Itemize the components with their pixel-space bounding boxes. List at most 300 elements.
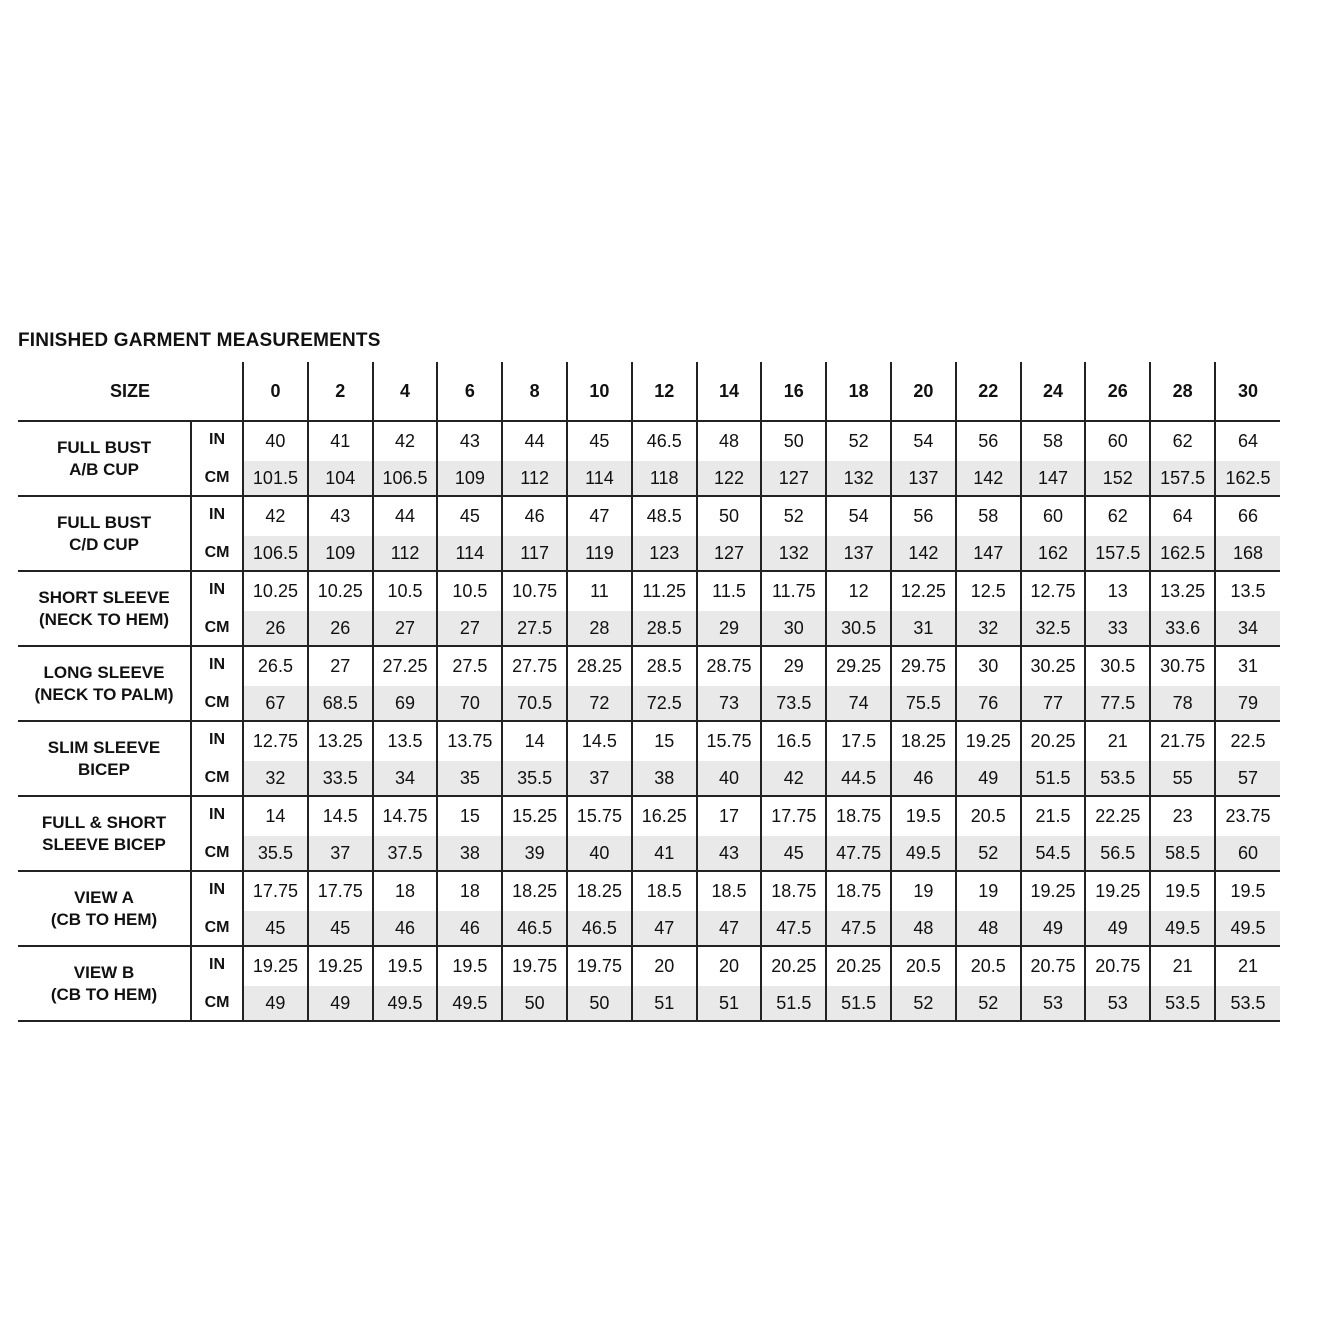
value-cell-in: 58	[1021, 421, 1086, 461]
value-cell-in: 12.25	[891, 571, 956, 611]
value-cell-cm: 37	[567, 761, 632, 796]
value-cell-in: 22.25	[1085, 796, 1150, 836]
value-cell-in: 42	[243, 496, 308, 536]
value-cell-in: 47	[567, 496, 632, 536]
value-cell-cm: 38	[437, 836, 502, 871]
unit-cm-label: CM	[191, 911, 243, 946]
value-cell-in: 20	[632, 946, 697, 986]
value-cell-cm: 34	[1215, 611, 1280, 646]
measurement-label	[18, 946, 191, 1021]
value-cell-cm: 75.5	[891, 686, 956, 721]
value-cell-cm: 33.6	[1150, 611, 1215, 646]
value-cell-in: 12.5	[956, 571, 1021, 611]
value-cell-cm: 147	[956, 536, 1021, 571]
measurement-row-in	[18, 871, 1280, 911]
value-cell-in: 19.25	[243, 946, 308, 986]
value-cell-cm: 57	[1215, 761, 1280, 796]
value-cell-cm: 47.5	[761, 911, 826, 946]
value-cell-in: 13.25	[1150, 571, 1215, 611]
value-cell-cm: 51.5	[761, 986, 826, 1021]
value-cell-in: 10.25	[308, 571, 373, 611]
value-cell-cm: 73	[697, 686, 762, 721]
value-cell-cm: 162.5	[1150, 536, 1215, 571]
value-cell-cm: 73.5	[761, 686, 826, 721]
value-cell-cm: 54.5	[1021, 836, 1086, 871]
value-cell-in: 15.25	[502, 796, 567, 836]
value-cell-cm: 60	[1215, 836, 1280, 871]
value-cell-in: 20	[697, 946, 762, 986]
value-cell-cm: 51	[632, 986, 697, 1021]
value-cell-in: 27.25	[373, 646, 438, 686]
measurement-label-line: A/B CUP	[69, 459, 139, 479]
value-cell-in: 18.25	[502, 871, 567, 911]
value-cell-cm: 46	[373, 911, 438, 946]
measurement-row-cm	[18, 536, 1280, 571]
value-cell-in: 62	[1150, 421, 1215, 461]
value-cell-in: 22.5	[1215, 721, 1280, 761]
value-cell-in: 21	[1215, 946, 1280, 986]
value-cell-in: 13.5	[1215, 571, 1280, 611]
value-cell-cm: 162	[1021, 536, 1086, 571]
value-cell-cm: 127	[697, 536, 762, 571]
value-cell-cm: 29	[697, 611, 762, 646]
unit-in-label: IN	[191, 871, 243, 911]
value-cell-in: 11	[567, 571, 632, 611]
value-cell-in: 15.75	[567, 796, 632, 836]
value-cell-in: 16.25	[632, 796, 697, 836]
value-cell-cm: 44.5	[826, 761, 891, 796]
measurement-label	[18, 421, 191, 496]
value-cell-cm: 47.75	[826, 836, 891, 871]
value-cell-cm: 109	[308, 536, 373, 571]
value-cell-in: 13.25	[308, 721, 373, 761]
value-cell-cm: 117	[502, 536, 567, 571]
value-cell-cm: 51	[697, 986, 762, 1021]
value-cell-cm: 30	[761, 611, 826, 646]
value-cell-in: 45	[437, 496, 502, 536]
value-cell-cm: 27	[373, 611, 438, 646]
value-cell-cm: 28	[567, 611, 632, 646]
value-cell-in: 46	[502, 496, 567, 536]
value-cell-cm: 33.5	[308, 761, 373, 796]
value-cell-cm: 109	[437, 461, 502, 496]
value-cell-cm: 48	[956, 911, 1021, 946]
value-cell-cm: 37.5	[373, 836, 438, 871]
value-cell-cm: 49.5	[891, 836, 956, 871]
value-cell-cm: 101.5	[243, 461, 308, 496]
size-header-cell: 30	[1215, 362, 1280, 421]
value-cell-in: 12.75	[1021, 571, 1086, 611]
value-cell-in: 12	[826, 571, 891, 611]
value-cell-cm: 35.5	[243, 836, 308, 871]
measurement-row-cm	[18, 761, 1280, 796]
value-cell-cm: 43	[697, 836, 762, 871]
measurement-row-cm	[18, 461, 1280, 496]
unit-cm-label: CM	[191, 761, 243, 796]
value-cell-in: 19.5	[891, 796, 956, 836]
value-cell-in: 19.75	[567, 946, 632, 986]
value-cell-cm: 162.5	[1215, 461, 1280, 496]
measurement-row-in	[18, 646, 1280, 686]
value-cell-in: 11.75	[761, 571, 826, 611]
value-cell-in: 26.5	[243, 646, 308, 686]
header-row	[18, 362, 1280, 421]
measurement-label-line: BICEP	[78, 759, 130, 779]
value-cell-in: 29.75	[891, 646, 956, 686]
value-cell-in: 15	[632, 721, 697, 761]
measurement-row-in	[18, 496, 1280, 536]
value-cell-cm: 68.5	[308, 686, 373, 721]
unit-in-label: IN	[191, 421, 243, 461]
value-cell-cm: 72.5	[632, 686, 697, 721]
value-cell-cm: 30.5	[826, 611, 891, 646]
unit-cm-label: CM	[191, 836, 243, 871]
value-cell-cm: 40	[567, 836, 632, 871]
value-cell-in: 64	[1215, 421, 1280, 461]
value-cell-cm: 35.5	[502, 761, 567, 796]
value-cell-in: 28.75	[697, 646, 762, 686]
value-cell-in: 14.5	[567, 721, 632, 761]
size-header-cell: 8	[502, 362, 567, 421]
measurement-row-in	[18, 946, 1280, 986]
size-header-cell: 16	[761, 362, 826, 421]
measurement-row-cm	[18, 611, 1280, 646]
value-cell-cm: 51.5	[826, 986, 891, 1021]
value-cell-cm: 49.5	[437, 986, 502, 1021]
value-cell-in: 18.25	[891, 721, 956, 761]
size-header-cell: 6	[437, 362, 502, 421]
measurement-label-line: (CB TO HEM)	[50, 984, 158, 1004]
unit-in-label: IN	[191, 946, 243, 986]
value-cell-cm: 142	[891, 536, 956, 571]
value-cell-cm: 51.5	[1021, 761, 1086, 796]
value-cell-in: 19.25	[308, 946, 373, 986]
measurement-label-line: SLIM SLEEVE	[47, 737, 161, 757]
value-cell-cm: 58.5	[1150, 836, 1215, 871]
value-cell-cm: 49.5	[1215, 911, 1280, 946]
value-cell-in: 13.5	[373, 721, 438, 761]
page-title: FINISHED GARMENT MEASUREMENTS	[18, 330, 381, 351]
measurement-row-in	[18, 421, 1280, 461]
value-cell-in: 10.5	[373, 571, 438, 611]
value-cell-in: 23.75	[1215, 796, 1280, 836]
value-cell-cm: 77	[1021, 686, 1086, 721]
value-cell-cm: 31	[891, 611, 956, 646]
measurement-row-cm	[18, 911, 1280, 946]
value-cell-in: 14.5	[308, 796, 373, 836]
unit-cm-label: CM	[191, 986, 243, 1021]
value-cell-cm: 47.5	[826, 911, 891, 946]
measurement-label	[18, 871, 191, 946]
value-cell-cm: 52	[956, 836, 1021, 871]
value-cell-cm: 79	[1215, 686, 1280, 721]
value-cell-in: 27.75	[502, 646, 567, 686]
value-cell-in: 19.5	[373, 946, 438, 986]
value-cell-in: 18	[437, 871, 502, 911]
value-cell-in: 44	[502, 421, 567, 461]
value-cell-in: 52	[826, 421, 891, 461]
value-cell-in: 19.25	[1021, 871, 1086, 911]
value-cell-in: 42	[373, 421, 438, 461]
unit-in-label: IN	[191, 571, 243, 611]
value-cell-in: 50	[761, 421, 826, 461]
value-cell-in: 19.75	[502, 946, 567, 986]
value-cell-in: 45	[567, 421, 632, 461]
value-cell-in: 60	[1085, 421, 1150, 461]
value-cell-in: 19.5	[1215, 871, 1280, 911]
value-cell-in: 30.75	[1150, 646, 1215, 686]
value-cell-cm: 52	[956, 986, 1021, 1021]
value-cell-cm: 49	[243, 986, 308, 1021]
value-cell-cm: 74	[826, 686, 891, 721]
value-cell-in: 18.75	[826, 796, 891, 836]
value-cell-cm: 112	[502, 461, 567, 496]
value-cell-cm: 53.5	[1150, 986, 1215, 1021]
value-cell-in: 10.25	[243, 571, 308, 611]
size-header-cell: 2	[308, 362, 373, 421]
size-header-cell: 14	[697, 362, 762, 421]
value-cell-in: 18.75	[761, 871, 826, 911]
value-cell-in: 14.75	[373, 796, 438, 836]
value-cell-cm: 114	[567, 461, 632, 496]
value-cell-cm: 32.5	[1021, 611, 1086, 646]
value-cell-in: 43	[308, 496, 373, 536]
value-cell-in: 21	[1150, 946, 1215, 986]
value-cell-in: 20.5	[891, 946, 956, 986]
value-cell-in: 23	[1150, 796, 1215, 836]
value-cell-in: 43	[437, 421, 502, 461]
measurement-label-line: (CB TO HEM)	[50, 909, 158, 929]
size-header-cell: 24	[1021, 362, 1086, 421]
value-cell-cm: 72	[567, 686, 632, 721]
value-cell-cm: 28.5	[632, 611, 697, 646]
value-cell-cm: 49.5	[373, 986, 438, 1021]
value-cell-cm: 67	[243, 686, 308, 721]
value-cell-in: 19.5	[1150, 871, 1215, 911]
value-cell-cm: 50	[502, 986, 567, 1021]
value-cell-in: 17.75	[761, 796, 826, 836]
value-cell-in: 27	[308, 646, 373, 686]
value-cell-cm: 32	[956, 611, 1021, 646]
value-cell-cm: 106.5	[243, 536, 308, 571]
size-header-label: SIZE	[18, 362, 243, 421]
value-cell-cm: 47	[697, 911, 762, 946]
measurement-row-cm	[18, 986, 1280, 1021]
unit-in-label: IN	[191, 496, 243, 536]
unit-in-label: IN	[191, 646, 243, 686]
value-cell-cm: 137	[826, 536, 891, 571]
value-cell-in: 15	[437, 796, 502, 836]
measurement-label-line: VIEW B	[73, 962, 135, 982]
value-cell-cm: 53	[1085, 986, 1150, 1021]
value-cell-cm: 49	[1021, 911, 1086, 946]
value-cell-in: 48.5	[632, 496, 697, 536]
value-cell-in: 46.5	[632, 421, 697, 461]
value-cell-in: 44	[373, 496, 438, 536]
measurement-label-line: (NECK TO PALM)	[34, 684, 174, 704]
value-cell-in: 11.5	[697, 571, 762, 611]
unit-cm-label: CM	[191, 461, 243, 496]
value-cell-in: 16.5	[761, 721, 826, 761]
value-cell-cm: 76	[956, 686, 1021, 721]
value-cell-cm: 34	[373, 761, 438, 796]
value-cell-cm: 46	[891, 761, 956, 796]
value-cell-cm: 37	[308, 836, 373, 871]
value-cell-in: 17.5	[826, 721, 891, 761]
value-cell-in: 48	[697, 421, 762, 461]
value-cell-cm: 118	[632, 461, 697, 496]
measurement-label-line: SHORT SLEEVE	[38, 587, 170, 607]
value-cell-cm: 42	[761, 761, 826, 796]
value-cell-cm: 137	[891, 461, 956, 496]
value-cell-in: 17	[697, 796, 762, 836]
value-cell-cm: 168	[1215, 536, 1280, 571]
value-cell-in: 13	[1085, 571, 1150, 611]
size-header-cell: 12	[632, 362, 697, 421]
value-cell-cm: 48	[891, 911, 956, 946]
value-cell-cm: 104	[308, 461, 373, 496]
value-cell-cm: 70	[437, 686, 502, 721]
value-cell-in: 40	[243, 421, 308, 461]
value-cell-in: 19	[891, 871, 956, 911]
measurement-row-in	[18, 571, 1280, 611]
value-cell-in: 18.5	[632, 871, 697, 911]
value-cell-cm: 33	[1085, 611, 1150, 646]
measurement-label-line: FULL BUST	[56, 512, 152, 532]
value-cell-cm: 122	[697, 461, 762, 496]
value-cell-cm: 46.5	[502, 911, 567, 946]
value-cell-cm: 49.5	[1150, 911, 1215, 946]
measurements-table	[18, 362, 1280, 1022]
value-cell-cm: 69	[373, 686, 438, 721]
value-cell-cm: 142	[956, 461, 1021, 496]
value-cell-cm: 35	[437, 761, 502, 796]
value-cell-cm: 157.5	[1150, 461, 1215, 496]
value-cell-in: 58	[956, 496, 1021, 536]
value-cell-in: 13.75	[437, 721, 502, 761]
table-body	[18, 421, 1280, 1021]
value-cell-in: 66	[1215, 496, 1280, 536]
size-header-cell: 4	[373, 362, 438, 421]
value-cell-in: 20.5	[956, 796, 1021, 836]
measurement-label	[18, 721, 191, 796]
unit-in-label: IN	[191, 721, 243, 761]
size-header-cell: 18	[826, 362, 891, 421]
value-cell-cm: 127	[761, 461, 826, 496]
value-cell-cm: 40	[697, 761, 762, 796]
value-cell-cm: 157.5	[1085, 536, 1150, 571]
value-cell-in: 64	[1150, 496, 1215, 536]
value-cell-cm: 45	[761, 836, 826, 871]
value-cell-in: 14	[243, 796, 308, 836]
value-cell-in: 56	[891, 496, 956, 536]
value-cell-cm: 78	[1150, 686, 1215, 721]
size-header-cell: 0	[243, 362, 308, 421]
value-cell-in: 30	[956, 646, 1021, 686]
value-cell-cm: 56.5	[1085, 836, 1150, 871]
measurement-label-line: VIEW A	[74, 887, 134, 907]
value-cell-cm: 26	[243, 611, 308, 646]
measurement-label-line: (NECK TO HEM)	[39, 609, 170, 629]
value-cell-in: 54	[891, 421, 956, 461]
value-cell-cm: 45	[243, 911, 308, 946]
value-cell-in: 19	[956, 871, 1021, 911]
size-header-cell: 28	[1150, 362, 1215, 421]
value-cell-cm: 112	[373, 536, 438, 571]
measurement-label	[18, 646, 191, 721]
value-cell-in: 62	[1085, 496, 1150, 536]
value-cell-in: 31	[1215, 646, 1280, 686]
measurement-row-cm	[18, 686, 1280, 721]
value-cell-in: 30.5	[1085, 646, 1150, 686]
value-cell-in: 52	[761, 496, 826, 536]
value-cell-in: 18.25	[567, 871, 632, 911]
value-cell-cm: 41	[632, 836, 697, 871]
measurement-label-line: FULL BUST	[56, 437, 152, 457]
value-cell-cm: 39	[502, 836, 567, 871]
value-cell-cm: 114	[437, 536, 502, 571]
value-cell-in: 20.25	[761, 946, 826, 986]
value-cell-cm: 119	[567, 536, 632, 571]
size-header-cell: 10	[567, 362, 632, 421]
measurement-label-line: C/D CUP	[69, 534, 139, 554]
value-cell-cm: 147	[1021, 461, 1086, 496]
value-cell-in: 11.25	[632, 571, 697, 611]
measurement-label	[18, 496, 191, 571]
value-cell-in: 21.75	[1150, 721, 1215, 761]
value-cell-in: 18.5	[697, 871, 762, 911]
value-cell-cm: 123	[632, 536, 697, 571]
value-cell-in: 20.75	[1021, 946, 1086, 986]
value-cell-cm: 70.5	[502, 686, 567, 721]
value-cell-cm: 50	[567, 986, 632, 1021]
measurement-row-in	[18, 721, 1280, 761]
value-cell-in: 17.75	[243, 871, 308, 911]
unit-in-label: IN	[191, 796, 243, 836]
value-cell-in: 17.75	[308, 871, 373, 911]
value-cell-cm: 27	[437, 611, 502, 646]
value-cell-cm: 45	[308, 911, 373, 946]
value-cell-cm: 49	[308, 986, 373, 1021]
value-cell-cm: 49	[956, 761, 1021, 796]
value-cell-in: 14	[502, 721, 567, 761]
value-cell-cm: 106.5	[373, 461, 438, 496]
value-cell-cm: 152	[1085, 461, 1150, 496]
value-cell-in: 60	[1021, 496, 1086, 536]
value-cell-in: 10.5	[437, 571, 502, 611]
value-cell-cm: 132	[826, 461, 891, 496]
value-cell-in: 27.5	[437, 646, 502, 686]
value-cell-in: 29.25	[826, 646, 891, 686]
value-cell-in: 41	[308, 421, 373, 461]
value-cell-in: 30.25	[1021, 646, 1086, 686]
measurement-row-cm	[18, 836, 1280, 871]
value-cell-in: 56	[956, 421, 1021, 461]
value-cell-in: 19.25	[956, 721, 1021, 761]
value-cell-in: 19.5	[437, 946, 502, 986]
value-cell-cm: 53.5	[1085, 761, 1150, 796]
value-cell-in: 12.75	[243, 721, 308, 761]
value-cell-cm: 53	[1021, 986, 1086, 1021]
size-header-cell: 26	[1085, 362, 1150, 421]
unit-cm-label: CM	[191, 686, 243, 721]
value-cell-in: 21	[1085, 721, 1150, 761]
value-cell-in: 20.25	[826, 946, 891, 986]
value-cell-cm: 46	[437, 911, 502, 946]
value-cell-in: 54	[826, 496, 891, 536]
value-cell-in: 28.25	[567, 646, 632, 686]
value-cell-cm: 53.5	[1215, 986, 1280, 1021]
